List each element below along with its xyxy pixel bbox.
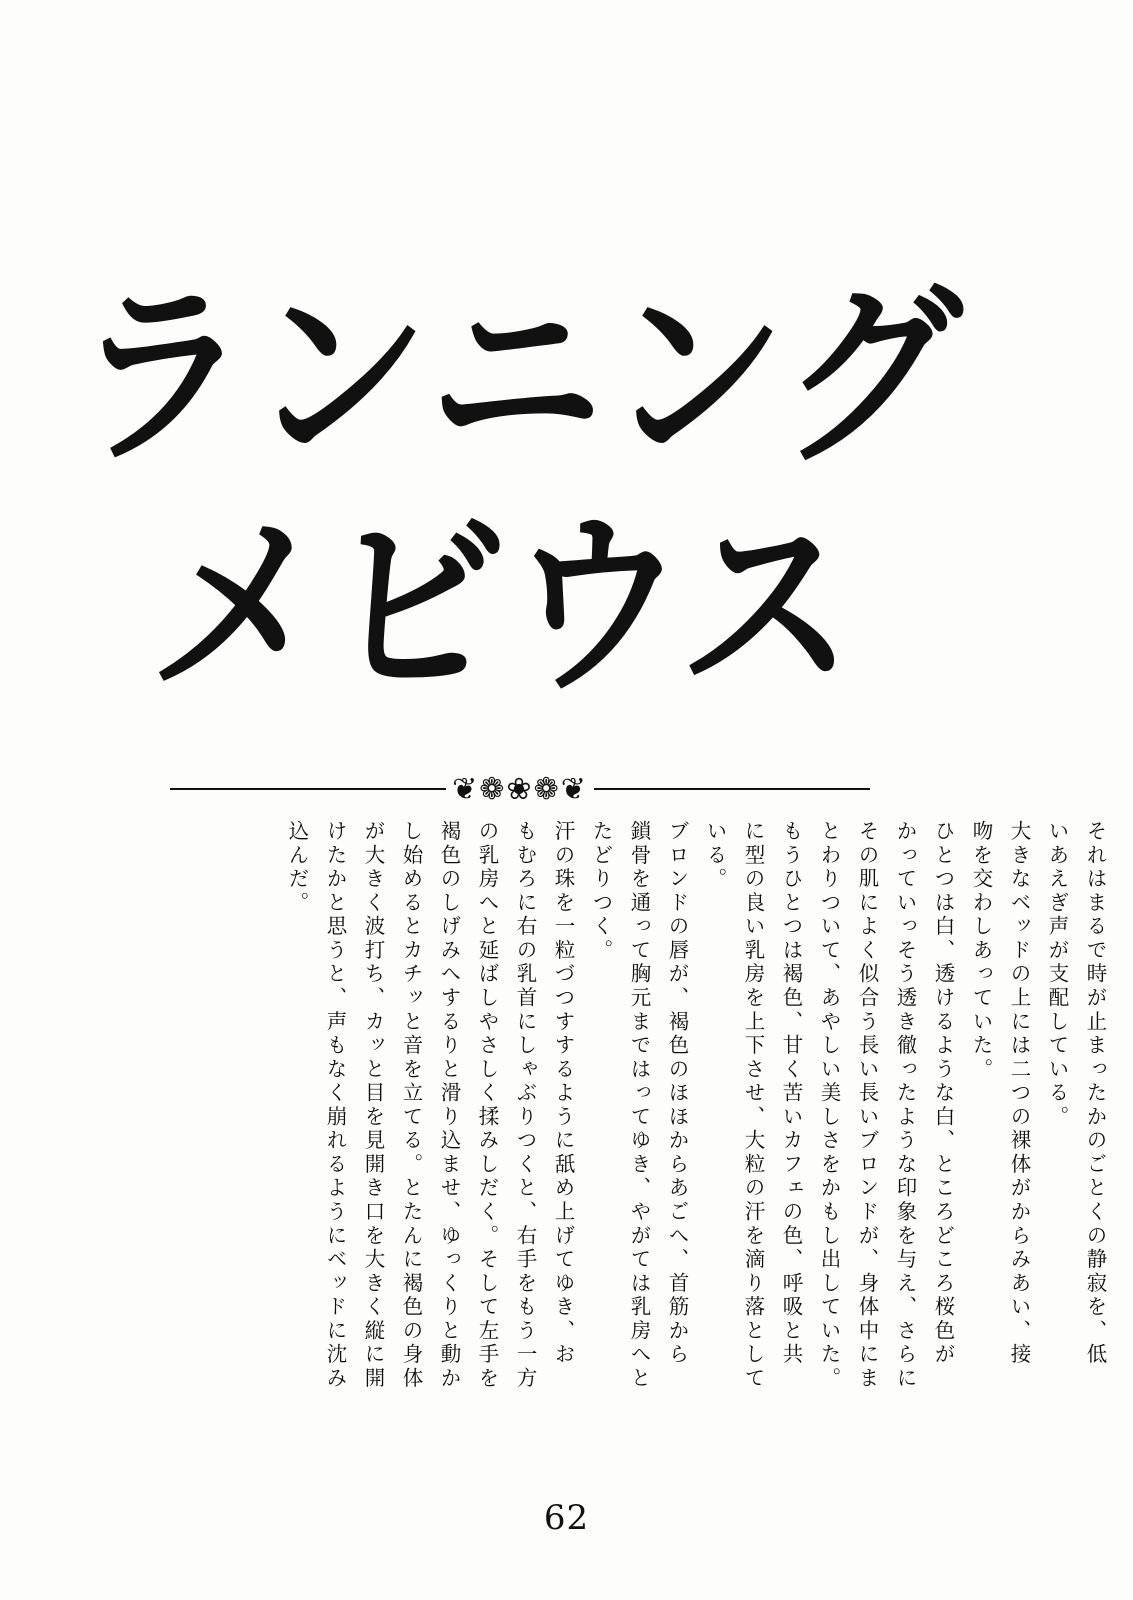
text-column: たどりつく。: [589, 820, 613, 963]
text-column: 汗の珠を一粒づつすするように舐め上げてゆき、お: [551, 820, 575, 1367]
text-column: に型の良い乳房を上下させ、大粒の汗を滴り落として: [741, 820, 765, 1391]
text-column: 大きなベッドの上には二つの裸体がからみあい、接: [1007, 820, 1031, 1367]
text-column: けたかと思うと、声もなく崩れるようにベッドに沈み: [323, 820, 347, 1391]
text-column: 鎖骨を通って胸元まではってゆき、やがては乳房へと: [627, 820, 651, 1391]
text-column: ブロンドの唇が、褐色のほほからあごへ、首筋から: [665, 820, 689, 1367]
text-column: もうひとつは褐色、甘く苦いカフェの色、呼吸と共: [779, 820, 803, 1367]
text-column: し始めるとカチッと音を立てる。とたんに褐色の身体: [399, 820, 423, 1391]
text-column: かっていっそう透き徹ったような印象を与え、さらに: [893, 820, 917, 1391]
text-column: が大きく波打ち、カッと目を見開き口を大きく縦に開: [361, 820, 385, 1391]
page-number: 62: [543, 1498, 590, 1538]
text-column: ひとつは白、透けるような白、ところどころ桜色が: [931, 820, 955, 1367]
text-column: 込んだ。: [285, 820, 309, 916]
text-column: その肌によく似合う長い長いブロンドが、身体中にま: [855, 820, 879, 1391]
text-column: の乳房へと延ばしやさしく揉みしだく。そして左手を: [475, 820, 499, 1391]
text-column: いる。: [703, 820, 727, 892]
text-column: 褐色のしげみへするりと滑り込ませ、ゆっくりと動か: [437, 820, 461, 1391]
text-column: 吻を交わしあっていた。: [969, 820, 993, 1082]
text-column: いあえぎ声が支配している。: [1045, 820, 1069, 1130]
title-block: [60, 264, 968, 730]
text-column: それはまるで時が止まったかのごとくの静寂を、低: [1083, 820, 1107, 1367]
text-column: もむろに右の乳首にしゃぶりつくと、右手をもう一方: [513, 820, 537, 1391]
title-line-secondary: メビウス: [144, 494, 866, 722]
body-text: [55, 820, 1105, 1480]
ornament-divider: [170, 770, 870, 810]
text-column: とわりついて、あやしい美しさをかもし出していた。: [817, 820, 841, 1391]
ornament-flourish-icon: ❦❁❀❁❦: [446, 775, 594, 805]
title-line-primary: ランニング: [66, 264, 968, 492]
